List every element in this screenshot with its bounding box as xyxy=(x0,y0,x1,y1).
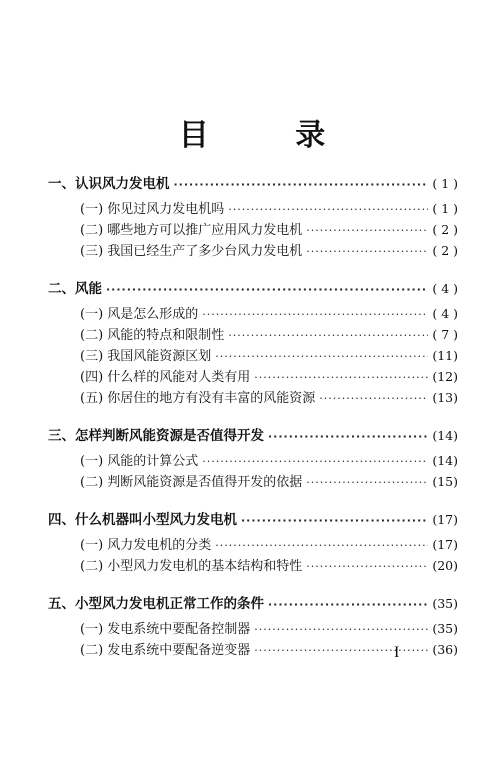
section-page: ( 1 ) xyxy=(432,201,458,216)
page-title: 目 录 xyxy=(178,118,364,153)
leader-dots xyxy=(241,514,428,527)
toc-section xyxy=(80,303,458,324)
section-page: (36) xyxy=(432,642,458,657)
section-title: (一) 风是怎么形成的 xyxy=(80,307,199,322)
toc-section xyxy=(80,471,458,492)
chapter-page: ( 1 ) xyxy=(432,176,458,191)
section-page: (14) xyxy=(432,453,458,468)
chapter-page: (35) xyxy=(432,596,458,611)
toc-chapter xyxy=(48,508,458,528)
leader-dots xyxy=(319,392,428,405)
toc-chapter xyxy=(48,277,458,297)
toc-section xyxy=(80,345,458,366)
toc-chapter xyxy=(48,172,458,192)
toc-section xyxy=(80,450,458,471)
section-page: ( 4 ) xyxy=(432,306,458,321)
table-of-contents xyxy=(48,172,458,660)
leader-dots xyxy=(106,283,428,296)
leader-dots xyxy=(174,178,429,191)
leader-dots xyxy=(228,203,428,216)
toc-section xyxy=(80,534,458,555)
leader-dots xyxy=(254,644,428,657)
section-title: (一) 风能的计算公式 xyxy=(80,454,199,469)
chapter-title: 四、什么机器叫小型风力发电机 xyxy=(48,512,237,528)
section-page: (35) xyxy=(432,621,458,636)
leader-dots xyxy=(254,371,428,384)
toc-section xyxy=(80,618,458,639)
section-title: (四) 什么样的风能对人类有用 xyxy=(80,370,251,385)
section-page: (11) xyxy=(432,348,458,363)
chapter-page: ( 4 ) xyxy=(432,281,458,296)
chapter-title: 五、小型风力发电机正常工作的条件 xyxy=(48,596,264,612)
toc-section xyxy=(80,324,458,345)
leader-dots xyxy=(202,308,428,321)
section-page: (17) xyxy=(432,537,458,552)
leader-dots xyxy=(254,623,428,636)
leader-dots xyxy=(215,350,428,363)
section-title: (二) 小型风力发电机的基本结构和特性 xyxy=(80,559,303,574)
section-page: (12) xyxy=(432,369,458,384)
section-title: (三) 我国风能资源区划 xyxy=(80,349,212,364)
section-title: (二) 风能的特点和限制性 xyxy=(80,328,225,343)
section-title: (二) 发电系统中要配备逆变器 xyxy=(80,643,251,658)
leader-dots xyxy=(306,245,428,258)
leader-dots xyxy=(306,224,428,237)
section-page: ( 2 ) xyxy=(432,222,458,237)
section-page: (13) xyxy=(432,390,458,405)
toc-chapter xyxy=(48,424,458,444)
section-title: (三) 我国已经生产了多少台风力发电机 xyxy=(80,244,303,259)
toc-section xyxy=(80,555,458,576)
toc-section xyxy=(80,198,458,219)
section-title: (一) 风力发电机的分类 xyxy=(80,538,212,553)
toc-chapter xyxy=(48,592,458,612)
section-title: (五) 你居住的地方有没有丰富的风能资源 xyxy=(80,391,316,406)
leader-dots xyxy=(202,455,428,468)
chapter-title: 三、怎样判断风能资源是否值得开发 xyxy=(48,428,264,444)
toc-section xyxy=(80,639,458,660)
section-page: ( 2 ) xyxy=(432,243,458,258)
leader-dots xyxy=(268,430,428,443)
chapter-title: 一、认识风力发电机 xyxy=(48,176,170,192)
leader-dots xyxy=(306,476,428,489)
section-page: (20) xyxy=(432,558,458,573)
leader-dots xyxy=(215,539,428,552)
section-page: ( 7 ) xyxy=(432,327,458,342)
toc-section xyxy=(80,219,458,240)
section-title: (二) 判断风能资源是否值得开发的依据 xyxy=(80,475,303,490)
leader-dots xyxy=(268,598,428,611)
leader-dots xyxy=(306,560,428,573)
chapter-page: (17) xyxy=(432,512,458,527)
chapter-title: 二、风能 xyxy=(48,281,102,297)
toc-section xyxy=(80,387,458,408)
toc-section xyxy=(80,240,458,261)
section-title: (二) 哪些地方可以推广应用风力发电机 xyxy=(80,223,303,238)
section-title: (一) 你见过风力发电机吗 xyxy=(80,202,225,217)
section-title: (一) 发电系统中要配备控制器 xyxy=(80,622,251,637)
chapter-page: (14) xyxy=(432,428,458,443)
toc-section xyxy=(80,366,458,387)
page-number: I xyxy=(394,644,400,661)
leader-dots xyxy=(228,329,428,342)
section-page: (15) xyxy=(432,474,458,489)
